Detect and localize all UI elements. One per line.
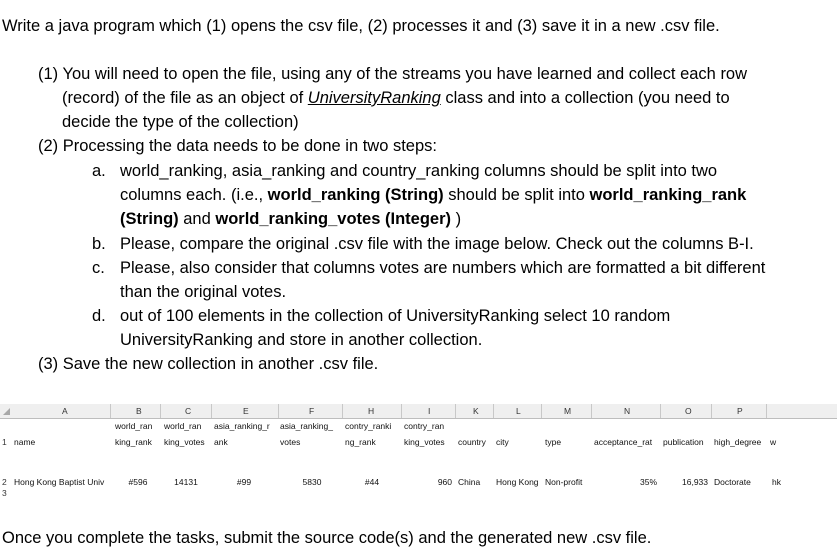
cell-country: China xyxy=(458,477,481,487)
header-country-ranking-votes-l1: contry_ran xyxy=(404,421,445,431)
step2-c-marker: c. xyxy=(92,259,105,277)
header-world-ranking-rank-l2: king_rank xyxy=(115,437,152,447)
cell-city: Hong Kong xyxy=(496,477,539,487)
step2-b-line1: Please, compare the original .csv file with the image below. Check out the columns B-I. xyxy=(120,235,754,253)
cell-world-rank: #596 xyxy=(128,477,148,487)
header-type: type xyxy=(545,437,562,447)
header-asia-ranking-votes-l2: votes xyxy=(280,437,301,447)
header-acceptance-rate: acceptance_rat xyxy=(594,437,653,447)
cell-truncated: hk xyxy=(772,477,781,487)
header-publication: publication xyxy=(663,437,704,447)
col-letter-b: B xyxy=(136,406,142,416)
header-asia-ranking-votes-l1: asia_ranking_ xyxy=(280,421,333,431)
col-letter-c: C xyxy=(185,406,192,416)
col-letter-l: L xyxy=(516,406,521,416)
header-high-degree: high_degree xyxy=(714,437,762,447)
step2-c-line1: Please, also consider that columns votes are numbers which are formatted a bit different xyxy=(120,259,766,277)
header-country-ranking-rank-l2: ng_rank xyxy=(345,437,376,447)
header-truncated: w xyxy=(770,437,777,447)
spreadsheet-screenshot xyxy=(0,404,837,503)
step2-b-marker: b. xyxy=(92,235,106,253)
cell-high-degree: Doctorate xyxy=(714,477,751,487)
step2-a-line3: (String) and world_ranking_votes (Integer) ) xyxy=(120,210,462,228)
col-letter-f: F xyxy=(309,406,315,416)
intro-text: Write a java program which (1) opens the csv file, (2) processes it and (3) save it in a new .csv file. xyxy=(2,17,720,35)
step2-c-line2: than the original votes. xyxy=(120,283,287,301)
step3-text: (3) Save the new collection in another .csv file. xyxy=(38,355,379,373)
header-world-ranking-votes-l1: world_ran xyxy=(164,421,202,431)
col-letter-m: M xyxy=(564,406,572,416)
step2-a-line2: columns each. (i.e., world_ranking (String) should be split into world_ranking_rank xyxy=(120,186,747,204)
header-asia-ranking-rank-l1: asia_ranking_r xyxy=(214,421,270,431)
header-city: city xyxy=(496,437,509,447)
header-country: country xyxy=(458,437,486,447)
row-number-2: 2 xyxy=(2,477,7,487)
col-letter-h: H xyxy=(368,406,375,416)
header-country-ranking-votes-l2: king_votes xyxy=(404,437,445,447)
column-header-bar xyxy=(0,404,837,419)
cell-name: Hong Kong Baptist Univ xyxy=(14,477,105,487)
select-all-corner-icon xyxy=(0,404,12,418)
cell-acceptance-rate: 35% xyxy=(639,477,657,487)
header-world-ranking-votes-l2: king_votes xyxy=(164,437,205,447)
row-number-1: 1 xyxy=(2,437,7,447)
col-letter-e: E xyxy=(243,406,249,416)
header-world-ranking-rank-l1: world_ran xyxy=(115,421,153,431)
cell-asia-votes: 5830 xyxy=(302,477,322,487)
university-ranking-class: UniversityRanking xyxy=(307,89,441,107)
step1-line2: (record) of the file as an object of UniversityRanking class and into a collection (you need to xyxy=(62,89,730,107)
step1-line3: decide the type of the collection) xyxy=(62,113,299,131)
step2-a-marker: a. xyxy=(92,162,106,180)
col-letter-k: K xyxy=(473,406,479,416)
col-letter-a: A xyxy=(62,406,68,416)
header-country-ranking-rank-l1: contry_ranki xyxy=(345,421,392,431)
cell-country-rank: #44 xyxy=(364,477,380,487)
cell-country-votes: 960 xyxy=(437,477,452,487)
header-asia-ranking-rank-l2: ank xyxy=(214,437,228,447)
outro-text: Once you complete the tasks, submit the source code(s) and the generated new .csv file. xyxy=(2,529,652,547)
col-letter-p: P xyxy=(737,406,743,416)
step2-d-marker: d. xyxy=(92,307,106,325)
col-letter-o: O xyxy=(685,406,692,416)
cell-asia-rank: #99 xyxy=(236,477,252,487)
row-number-3: 3 xyxy=(2,488,7,498)
cell-world-votes: 14131 xyxy=(174,477,198,487)
step1-line1: (1) You will need to open the file, using any of the streams you have learned and collect each row xyxy=(38,65,748,83)
step2-heading: (2) Processing the data needs to be done in two steps: xyxy=(38,137,437,155)
step2-a-line1: world_ranking, asia_ranking and country_ranking columns should be split into two xyxy=(120,162,718,180)
step2-d-line1: out of 100 elements in the collection of UniversityRanking select 10 random xyxy=(120,307,671,325)
cell-type: Non-profit xyxy=(545,477,583,487)
cell-publication: 16,933 xyxy=(682,477,708,487)
col-letter-i: I xyxy=(428,406,431,416)
step2-d-line2: UniversityRanking and store in another collection. xyxy=(120,331,483,349)
col-letter-n: N xyxy=(624,406,631,416)
header-name: name xyxy=(14,437,36,447)
